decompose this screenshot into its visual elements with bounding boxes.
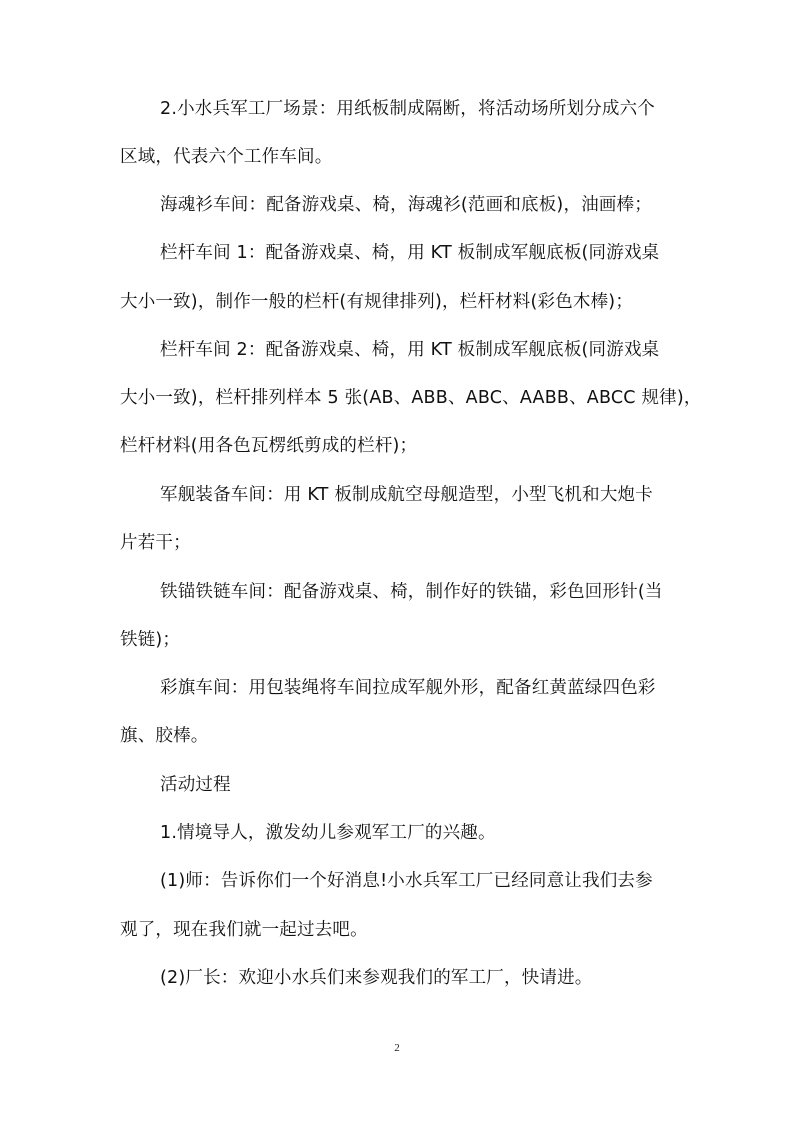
section-heading: 活动过程 — [160, 775, 231, 795]
paragraph-line: 军舰装备车间：用 KT 板制成航空母舰造型，小型飞机和大炮卡 — [160, 485, 653, 505]
paragraph-line: 海魂衫车间：配备游戏桌、椅，海魂衫(范画和底板)，油画棒； — [160, 195, 652, 215]
paragraph-line: 栏杆车间 2：配备游戏桌、椅，用 KT 板制成军舰底板(同游戏桌 — [160, 340, 660, 360]
paragraph-line: 铁链)； — [120, 630, 181, 650]
paragraph-line: 片若干； — [120, 533, 191, 553]
paragraph-line: 旗、胶棒。 — [120, 726, 209, 746]
paragraph-line: 1.情境导人，激发幼儿参观军工厂的兴趣。 — [160, 823, 496, 843]
paragraph-line: 观了，现在我们就一起过去吧。 — [120, 920, 368, 940]
paragraph-line: 彩旗车间：用包装绳将车间拉成军舰外形，配备红黄蓝绿四色彩 — [160, 678, 656, 698]
paragraph-line: 大小一致)，栏杆排列样本 5 张(AB、ABB、ABC、AABB、ABCC 规律)， — [120, 388, 702, 408]
paragraph-line: 铁锚铁链车间：配备游戏桌、椅，制作好的铁锚，彩色回形针(当 — [160, 582, 663, 602]
paragraph-line: (2)厂长：欢迎小水兵们来参观我们的军工厂，快请进。 — [160, 968, 593, 988]
paragraph-line: (1)师：告诉你们一个好消息!小水兵军工厂已经同意让我们去参 — [160, 871, 653, 891]
paragraph-line: 栏杆车间 1：配备游戏桌、椅，用 KT 板制成军舰底板(同游戏桌 — [160, 243, 660, 263]
paragraph-line: 区域，代表六个工作车间。 — [120, 147, 333, 167]
page-number: 2 — [394, 1042, 400, 1054]
paragraph-line: 栏杆材料(用各色瓦楞纸剪成的栏杆)； — [120, 436, 418, 456]
paragraph-line: 大小一致)，制作一般的栏杆(有规律排列)，栏杆材料(彩色木棒)； — [120, 292, 634, 312]
paragraph-line: 2.小水兵军工厂场景：用纸板制成隔断，将活动场所划分成六个 — [160, 99, 655, 119]
